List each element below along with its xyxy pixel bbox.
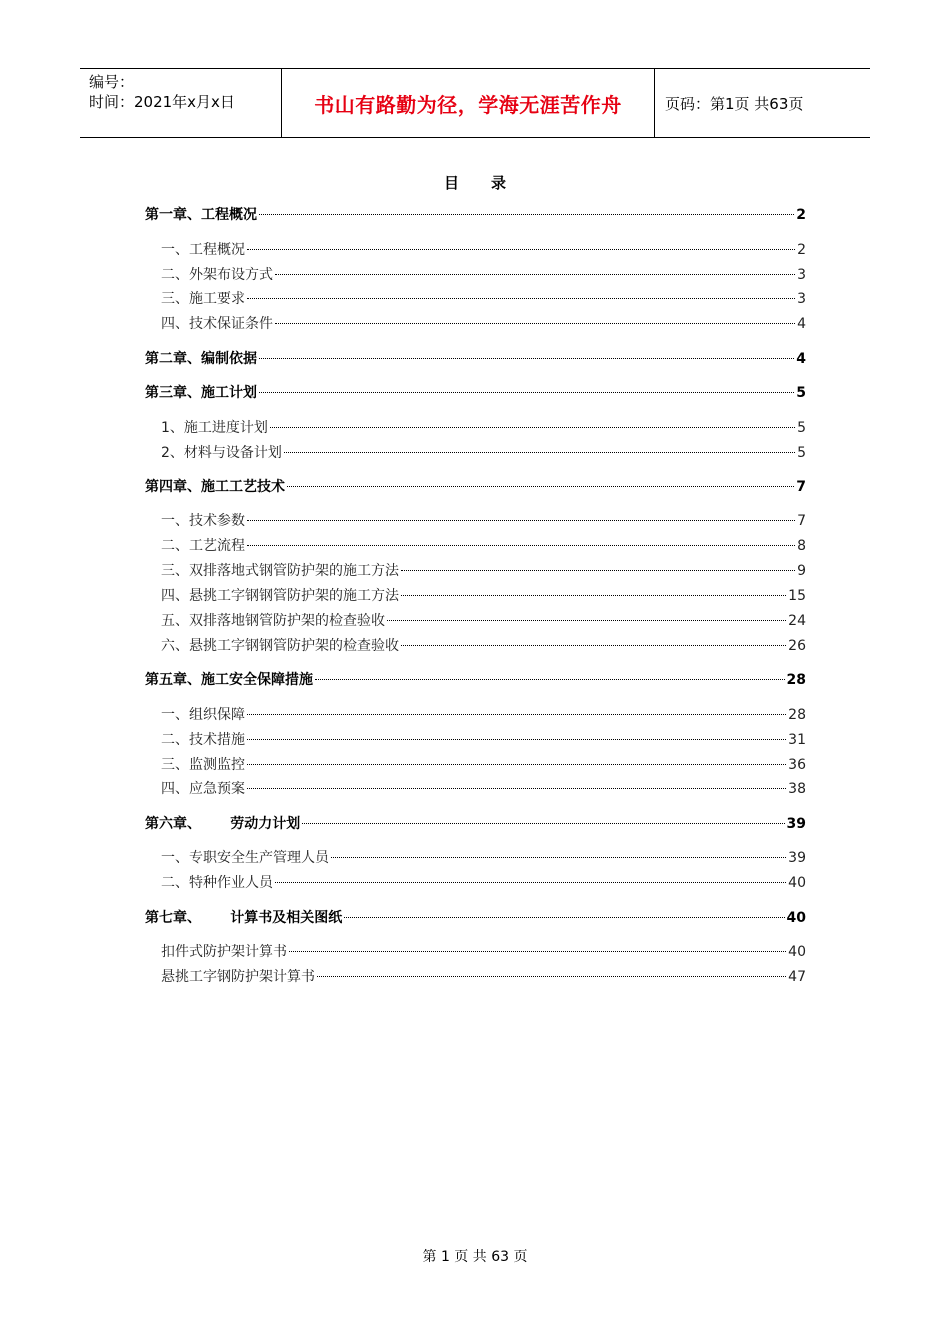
toc-dot-leader — [302, 823, 784, 824]
page-footer: 第 1 页 共 63 页 — [422, 1249, 528, 1265]
toc-entry-title: 第一章、工程概况 — [145, 204, 258, 224]
toc-entry-title: 三、双排落地式钢管防护架的施工方法 — [161, 560, 400, 580]
toc-entry-page: 3 — [797, 267, 806, 283]
toc-section-entry[interactable] — [161, 560, 806, 582]
toc-entry-page: 9 — [797, 563, 806, 579]
toc-entry-title: 四、悬挑工字钢钢管防护架的施工方法 — [161, 585, 400, 605]
toc-dot-leader — [289, 951, 786, 952]
toc-dot-leader — [344, 917, 784, 918]
toc-entry-title: 四、技术保证条件 — [161, 313, 274, 333]
toc-entry-page: 2 — [797, 242, 806, 258]
toc-dot-leader — [247, 714, 786, 715]
toc-dot-leader — [247, 249, 795, 250]
toc-chapter-entry[interactable] — [145, 907, 806, 929]
toc-dot-leader — [315, 679, 785, 680]
toc-dot-leader — [401, 645, 786, 646]
toc-entry-page: 40 — [788, 944, 806, 960]
toc-entry-page: 47 — [788, 969, 806, 985]
toc-section-entry[interactable] — [161, 966, 806, 988]
document-header — [80, 68, 870, 138]
toc-dot-leader — [247, 520, 795, 521]
toc-entry-page: 7 — [797, 513, 806, 529]
toc-entry-page: 4 — [797, 316, 806, 332]
toc-dot-leader — [331, 857, 786, 858]
toc-entry-page: 5 — [796, 385, 806, 401]
toc-entry-title: 二、工艺流程 — [161, 535, 246, 555]
toc-entry-page: 4 — [796, 351, 806, 367]
toc-dot-leader — [401, 570, 795, 571]
toc-entry-title: 五、双排落地钢管防护架的检查验收 — [161, 610, 386, 630]
toc-entry-page: 7 — [796, 479, 806, 495]
toc-dot-leader — [284, 452, 795, 453]
toc-section-entry[interactable] — [161, 510, 806, 532]
toc-entry-page: 28 — [788, 707, 806, 723]
toc-entry-title: 三、施工要求 — [161, 288, 246, 308]
toc-chapter-entry[interactable] — [145, 813, 806, 835]
toc-dot-leader — [287, 486, 794, 487]
toc-entry-title: 第七章、 计算书及相关图纸 — [145, 907, 343, 927]
toc-section-entry[interactable] — [161, 313, 806, 335]
toc-section-entry[interactable] — [161, 585, 806, 607]
toc-dot-leader — [247, 739, 786, 740]
toc-entry-title: 第六章、 劳动力计划 — [145, 813, 301, 833]
toc-section-entry[interactable] — [161, 610, 806, 632]
toc-section-entry[interactable] — [161, 778, 806, 800]
toc-dot-leader — [247, 788, 786, 789]
date-label: 时间：2021年x月x日 — [89, 93, 235, 111]
page-info: 页码：第1页 共63页 — [665, 94, 804, 113]
toc-entry-title: 一、技术参数 — [161, 510, 246, 530]
toc-section-entry[interactable] — [161, 264, 806, 286]
toc-section-entry[interactable] — [161, 754, 806, 776]
toc-dot-leader — [275, 323, 795, 324]
toc-entry-page: 15 — [788, 588, 806, 604]
toc-entry-title: 2、材料与设备计划 — [161, 442, 283, 462]
toc-section-entry[interactable] — [161, 442, 806, 464]
toc-section-entry[interactable] — [161, 872, 806, 894]
motto-text: 书山有路勤为径，学海无涯苦作舟 — [314, 92, 622, 117]
toc-chapter-entry[interactable] — [145, 348, 806, 370]
toc-entry-page: 2 — [796, 207, 806, 223]
toc-section-entry[interactable] — [161, 239, 806, 261]
toc-dot-leader — [275, 274, 795, 275]
toc-chapter-entry[interactable] — [145, 669, 806, 691]
toc-entry-title: 第五章、施工安全保障措施 — [145, 669, 314, 689]
toc-dot-leader — [275, 882, 786, 883]
toc-entry-title: 悬挑工字钢防护架计算书 — [161, 966, 316, 986]
toc-section-entry[interactable] — [161, 417, 806, 439]
toc-section-entry[interactable] — [161, 847, 806, 869]
toc-entry-page: 40 — [786, 910, 806, 926]
toc-section-entry[interactable] — [161, 729, 806, 751]
toc-entry-title: 二、技术措施 — [161, 729, 246, 749]
toc-section-entry[interactable] — [161, 288, 806, 310]
toc-dot-leader — [259, 392, 794, 393]
header-page-cell — [655, 69, 870, 137]
toc-section-entry[interactable] — [161, 941, 806, 963]
toc-entry-page: 24 — [788, 613, 806, 629]
toc-dot-leader — [247, 298, 795, 299]
toc-entry-title: 一、组织保障 — [161, 704, 246, 724]
header-meta-cell — [80, 69, 282, 137]
toc-dot-leader — [259, 358, 794, 359]
toc-entry-page: 3 — [797, 291, 806, 307]
toc-entry-title: 第二章、编制依据 — [145, 348, 258, 368]
toc-entry-page: 39 — [786, 816, 806, 832]
toc-entry-title: 二、外架布设方式 — [161, 264, 274, 284]
toc-entry-page: 36 — [788, 757, 806, 773]
toc-dot-leader — [259, 214, 794, 215]
toc-dot-leader — [270, 427, 795, 428]
toc-entry-page: 28 — [786, 672, 806, 688]
toc-entry-page: 26 — [788, 638, 806, 654]
toc-dot-leader — [317, 976, 786, 977]
toc-section-entry[interactable] — [161, 704, 806, 726]
toc-entry-title: 扣件式防护架计算书 — [161, 941, 288, 961]
toc-entry-page: 5 — [797, 445, 806, 461]
toc-entry-title: 三、监测监控 — [161, 754, 246, 774]
toc-dot-leader — [387, 620, 786, 621]
toc-entry-page: 31 — [788, 732, 806, 748]
toc-entry-page: 5 — [797, 420, 806, 436]
toc-entry-title: 二、特种作业人员 — [161, 872, 274, 892]
toc-title: 目录 — [443, 174, 538, 192]
toc-dot-leader — [401, 595, 786, 596]
toc-chapter-entry[interactable] — [145, 382, 806, 404]
number-label: 编号： — [89, 73, 135, 91]
toc-entry-title: 1、施工进度计划 — [161, 417, 269, 437]
toc-chapter-entry[interactable] — [145, 476, 806, 498]
toc-section-entry[interactable] — [161, 535, 806, 557]
toc-entry-page: 38 — [788, 781, 806, 797]
header-motto-cell — [282, 69, 655, 137]
toc-entry-title: 第四章、施工工艺技术 — [145, 476, 286, 496]
toc-entry-title: 六、悬挑工字钢钢管防护架的检查验收 — [161, 635, 400, 655]
toc-entry-title: 四、应急预案 — [161, 778, 246, 798]
toc-chapter-entry[interactable] — [145, 204, 806, 226]
toc-entry-title: 一、工程概况 — [161, 239, 246, 259]
toc-dot-leader — [247, 764, 786, 765]
toc-entry-title: 第三章、施工计划 — [145, 382, 258, 402]
toc-dot-leader — [247, 545, 795, 546]
toc-section-entry[interactable] — [161, 635, 806, 657]
toc-entry-title: 一、专职安全生产管理人员 — [161, 847, 330, 867]
toc-entry-page: 8 — [797, 538, 806, 554]
toc-entry-page: 39 — [788, 850, 806, 866]
toc-entry-page: 40 — [788, 875, 806, 891]
